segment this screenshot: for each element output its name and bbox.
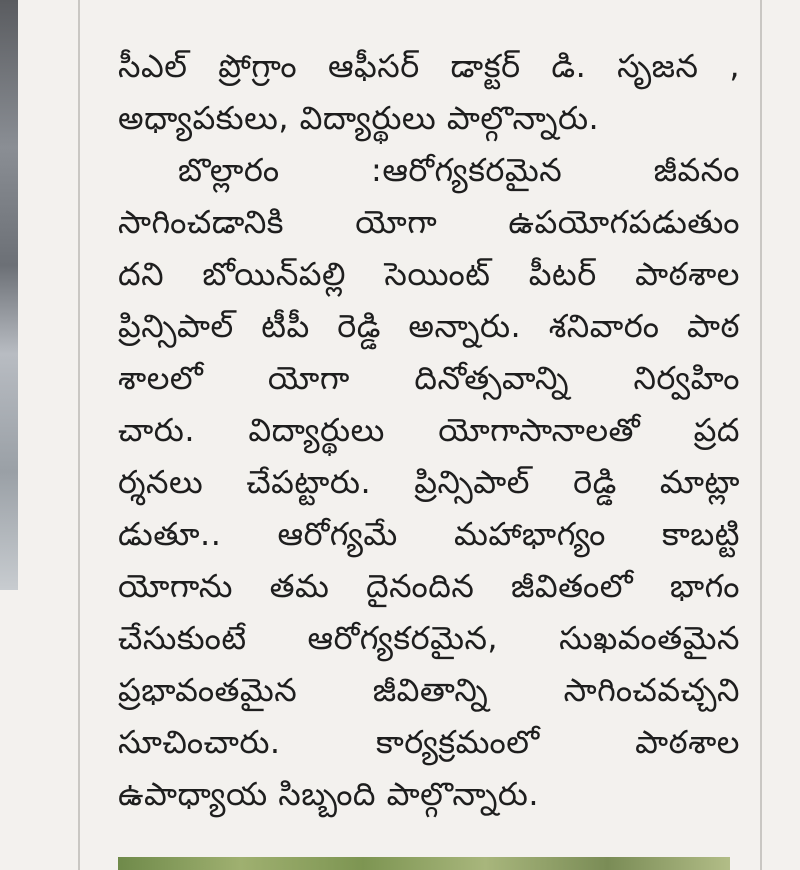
article-line: సూచించారు. కార్యక్రమంలో పాఠశాల: [118, 723, 740, 761]
article-line: అధ్యాపకులు, విద్యార్థులు పాల్గొన్నారు.: [118, 99, 600, 137]
article-line: చారు. విద్యార్థులు యోగాసానాలతో ప్రద: [118, 411, 740, 449]
column-divider-right: [760, 0, 762, 870]
article-line: చేసుకుంటే ఆరోగ్యకరమైన, సుఖవంతమైన: [118, 619, 740, 657]
article-line: దని బోయిన్‌పల్లి సెయింట్ పీటర్ పాఠశాల: [118, 255, 740, 293]
article-line: శాలలో యోగా దినోత్సవాన్ని నిర్వహిం: [118, 359, 740, 397]
left-photo-fragment: [0, 0, 18, 590]
article-line: సీఎల్ ప్రోగ్రాం ఆఫీసర్ డాక్టర్ డి. సృజన ,: [118, 47, 740, 85]
article-line: యోగాను తమ దైనందిన జీవితంలో భాగం: [118, 567, 740, 605]
article-line: సాగించడానికి యోగా ఉపయోగపడుతుం: [118, 203, 740, 241]
article-line: ఉపాధ్యాయ సిబ్బంది పాల్గొన్నారు.: [118, 775, 540, 813]
article-line: ప్రిన్సిపాల్ టీపీ రెడ్డి అన్నారు. శనివారం పాఠ: [118, 307, 740, 345]
article-line: ప్రభావంతమైన జీవితాన్ని సాగించవచ్చని: [118, 671, 740, 709]
news-article-column: [118, 0, 740, 820]
article-line: ర్శనలు చేపట్టారు. ప్రిన్సిపాల్ రెడ్డి మాట్లా: [118, 463, 740, 501]
article-line: బొల్లారం :ఆరోగ్యకరమైన జీవనం: [178, 151, 740, 189]
bottom-photo-fragment: [118, 857, 730, 870]
column-divider-left: [78, 0, 80, 870]
article-line: డుతూ.. ఆరోగ్యమే మహాభాగ్యం కాబట్టి: [118, 515, 740, 553]
article-line: [118, 0, 740, 40]
